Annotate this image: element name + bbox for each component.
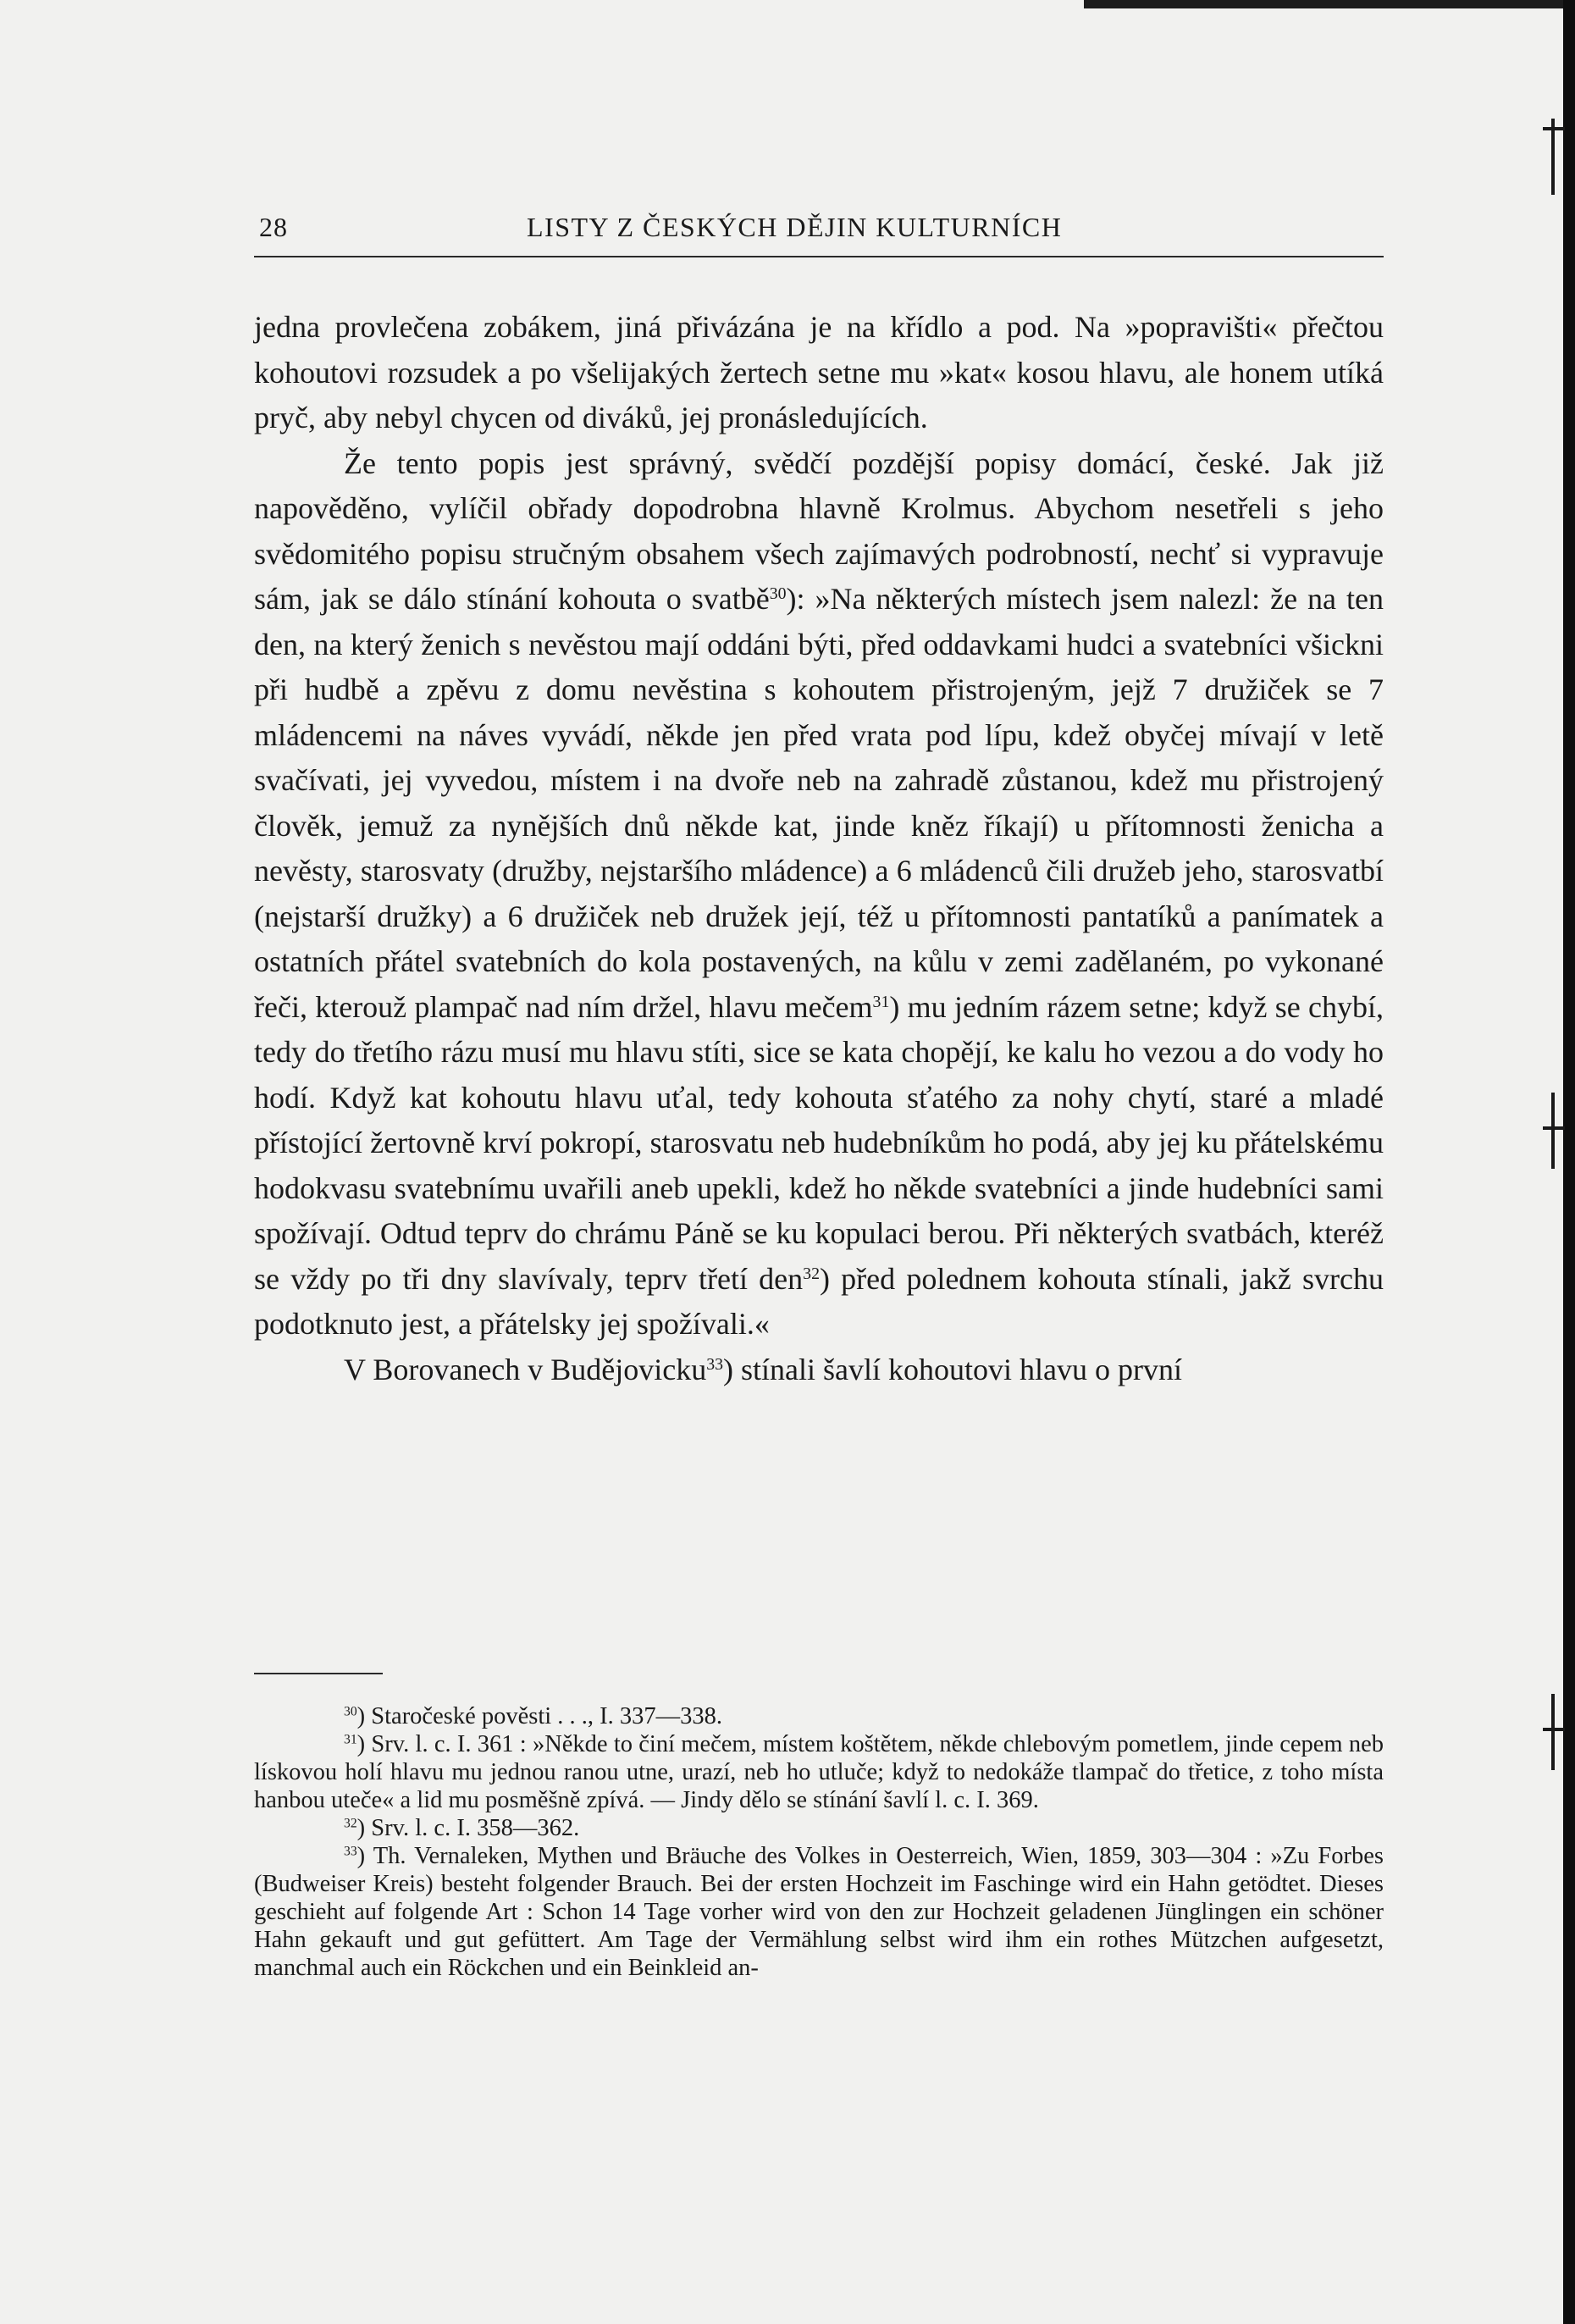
paragraph-1: jedna provlečena zobákem, jiná přivázána je na křídlo a pod. Na »popravišti« přečtou kohoutovi rozsudek a po všelijakých žertech setne mu »kat« kosou hlavu, ale honem utíká pryč, aby nebyl chycen od diváků, jej pronásledujících.: [254, 310, 1384, 434]
paragraph-3: [254, 1347, 1384, 1393]
footnote-ref-31: 31: [872, 992, 890, 1011]
footnote-num-30: 30: [344, 1704, 357, 1719]
header-rule: [254, 256, 1384, 257]
footnote-32: [254, 1814, 1384, 1842]
paragraph-3-part-b: ) stínali šavlí kohoutovi hlavu o první: [723, 1352, 1182, 1386]
paragraph-2-part-c: ) mu jedním rázem setne; když se chybí, tedy do třetího rázu musí mu hlavu stíti, sice se kata chopějí, ke kalu ho vezou a do vody ho hodí. Když kat kohoutu hlavu uťal, tedy kohouta sťatého za nohy chytí, staré a mladé přístojící žertovně krví pokropí, starosvatu neb hudebníkům ho podá, aby jej ku přátelskému hodokvasu svatebnímu uvařili aneb upekli, kdež ho někde svatebníci a jinde hudebníci sami spožívají. Odtud teprv do chrámu Páně se ku kopulaci berou. Při některých svatbách, kteréž se vždy po tři dny slavívaly, teprv třetí den: [254, 989, 1384, 1296]
footnotes: [254, 1702, 1384, 1982]
footnote-text-31: ) Srv. l. c. I. 361 : »Někde to činí mečem, místem koštětem, někde chlebovým pometlem, jinde cepem neb lískovou holí hlavu mu jednou ranou utne, urazí, neb ho utluče; když to nedokáže tlampač do třetice, z toho místa hanbou uteče« a lid mu posměšně zpívá. — Jindy dělo se stínání šavlí l. c. I. 369.: [254, 1731, 1384, 1813]
main-text: [254, 305, 1384, 1392]
scan-mark: [1551, 1093, 1555, 1169]
footnote-rule: [254, 1673, 383, 1674]
page-header: [254, 203, 1384, 246]
footnote-text-33: ) Th. Vernaleken, Mythen und Bräuche des Volkes in Oesterreich, Wien, 1859, 303—304 : »Zu Forbes (Budweiser Kreis) besteht folgender Brauch. Bei der ersten Hochzeit im Faschinge wird ein Hahn getödtet. Dieses geschieht auf folgende Art : Schon 14 Tage vorher wird von den zur Hochzeit geladenen Jünglingen ein schöner Hahn gekauft und gut gefüttert. Am Tage der Vermählung selbst wird ihm ein rothes Mützchen aufgesetzt, manchmal auch ein Röckchen und ein Beinkleid an-: [254, 1843, 1384, 1981]
paragraph-2-part-d: ) před polednem kohouta stínali, jakž svrchu podotknuto jest, a přátelsky jej spožívali.«: [254, 1261, 1384, 1341]
footnote-text-30: ) Staročeské pověsti . . ., I. 337—338.: [356, 1703, 723, 1729]
footnote-ref-30: 30: [769, 584, 787, 604]
paragraph-2: [254, 441, 1384, 1347]
footnote-ref-33: 33: [706, 1354, 724, 1374]
paragraph-2-part-a: Že tento popis jest správný, svědčí pozdější popisy domácí, české. Jak již napověděno, vylíčil obřady dopodrobna hlavně Krolmus. Abychom nesetřeli s jeho svědomitého popisu stručným obsahem všech zajímavých podrobností, nechť si vypravuje sám, jak se dálo stínání kohouta o svatbě: [254, 445, 1384, 616]
footnote-num-31: 31: [344, 1732, 357, 1747]
footnote-text-32: ) Srv. l. c. I. 358—362.: [356, 1815, 580, 1841]
footnote-num-33: 33: [344, 1844, 357, 1859]
footnote-num-32: 32: [344, 1816, 357, 1831]
footnote-30: [254, 1702, 1384, 1730]
footnote-31: [254, 1730, 1384, 1814]
paragraph-3-part-a: V Borovanech v Budějovicku: [344, 1352, 707, 1386]
footnote-33: [254, 1842, 1384, 1982]
paragraph-2-part-b: ): »Na některých místech jsem nalezl: že na ten den, na který ženich s nevěstou mají oddáni býti, před oddavkami hudci a svatebníci všickni při hudbě a zpěvu z domu nevěstina s kohoutem přistrojeným, jejž 7 družiček se 7 mládencemi na náves vyvádí, někde jen před vrata pod lípu, kdež obyčej mívají v letě svačívati, jej vyvedou, místem i na dvoře neb na zahradě zůstanou, kdež mu přistrojený člověk, jemuž za nynějších dnů někde kat, jinde kněz říkají) u přítomnosti ženicha a nevěsty, starosvaty (družby, nejstaršího mládence) a 6 mládenců čili družeb jeho, starosvatbí (nejstarší družky) a 6 družiček neb družek její, též u přítomnosti pantatíků a panímatek a ostatních přátel svatebních do kola postavených, na kůlu v zemi zadělaném, po vykonané řeči, kterouž plampač nad ním držel, hlavu mečem: [254, 582, 1384, 1024]
scan-edge-right: [1563, 0, 1575, 2324]
book-page: [254, 203, 1384, 1981]
page-number: 28: [259, 212, 288, 242]
scan-mark: [1551, 119, 1555, 195]
scan-mark: [1551, 1694, 1555, 1770]
footnote-ref-32: 32: [803, 1264, 820, 1283]
running-title: LISTY Z ČESKÝCH DĚJIN KULTURNÍCH: [527, 212, 1063, 242]
scan-edge-top: [1084, 0, 1575, 8]
